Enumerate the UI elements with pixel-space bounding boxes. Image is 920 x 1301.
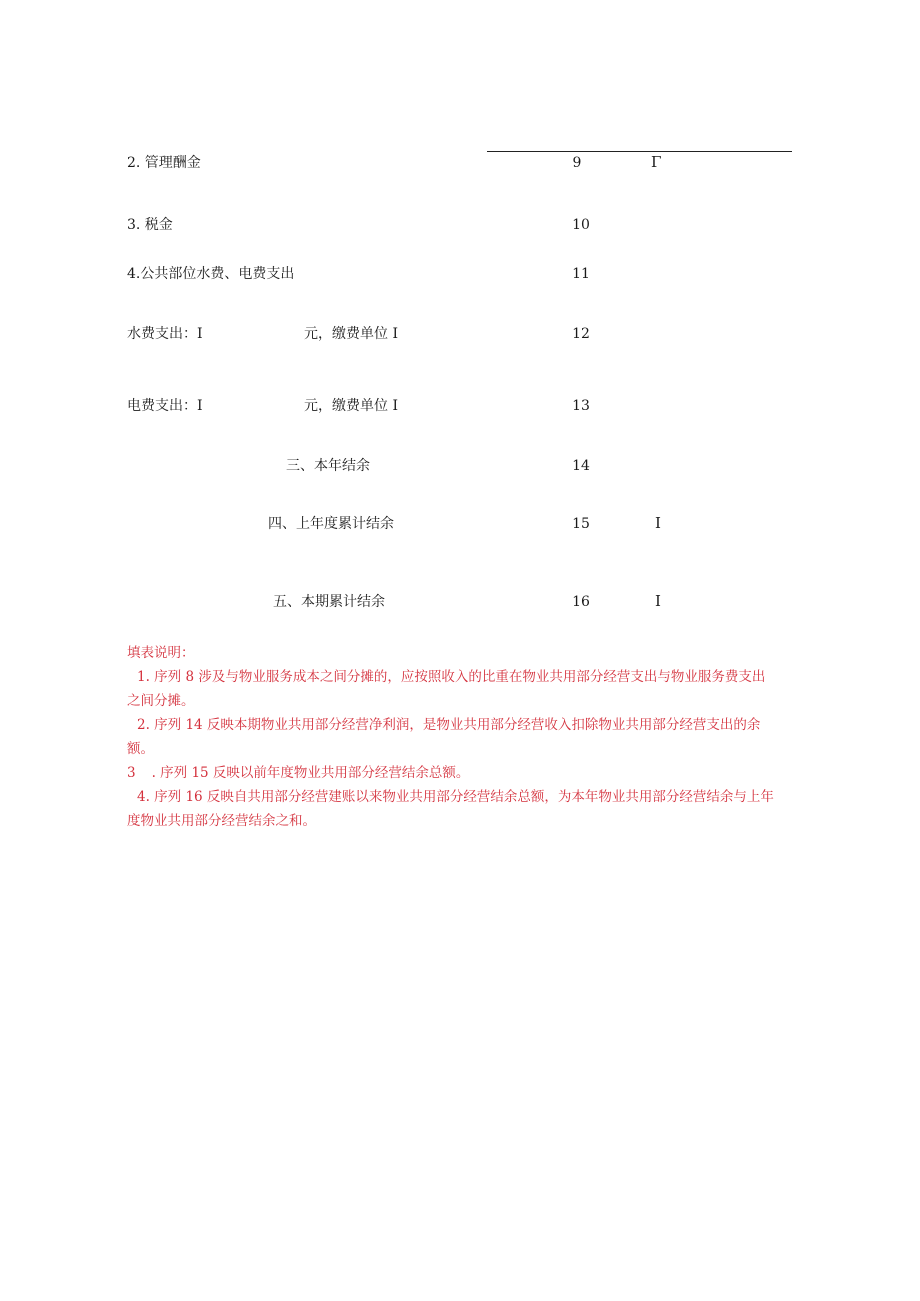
notes-title: 填表说明：	[127, 645, 195, 661]
note-text: . 序列 16 反映自共用部分经营建账以来物业共用部分经营结余总额，为本年物业共用部分经营结余与上年	[145, 789, 774, 805]
note-index: 2	[137, 717, 146, 733]
row-label-water: 水费支出：I	[127, 326, 203, 342]
note-continuation: 度物业共用部分经营结余之和。	[127, 813, 316, 829]
row-number: 16	[572, 594, 590, 610]
row-mark: Γ	[651, 153, 662, 171]
row-label-water-unit: 元，缴费单位 I	[304, 326, 398, 342]
note-item	[127, 665, 797, 689]
row-label-electricity: 电费支出：I	[127, 398, 203, 414]
note-text: . 序列 15 反映以前年度物业共用部分经营结余总额。	[151, 765, 470, 781]
row-mark: I	[655, 514, 661, 532]
note-index: 1	[137, 669, 146, 685]
note-text: . 序列 8 涉及与物业服务成本之间分摊的，应按照收入的比重在物业共用部分经营支出与物业服务费支出	[145, 669, 766, 685]
row-number: 9	[572, 155, 582, 171]
note-item	[127, 713, 797, 737]
row-number: 13	[572, 398, 590, 414]
row-label-prior-balance: 四、上年度累计结余	[268, 516, 394, 532]
note-index: 4	[137, 789, 146, 805]
note-continuation: 之间分摊。	[127, 693, 195, 709]
note-text: . 序列 14 反映本期物业共用部分经营净利润，是物业共用部分经营收入扣除物业共用部分经营支出的余	[145, 717, 761, 733]
note-index: 3	[127, 765, 136, 781]
row-number: 11	[572, 266, 590, 282]
row-label-tax: 3. 税金	[127, 217, 173, 233]
row-number: 12	[572, 326, 590, 342]
note-item	[127, 761, 797, 785]
note-item	[127, 785, 797, 809]
table-top-rule	[487, 151, 792, 152]
row-number: 14	[572, 458, 590, 474]
row-label-annual-balance: 三、本年结余	[286, 458, 370, 474]
row-number: 15	[572, 516, 590, 532]
instructions-notes	[127, 641, 797, 833]
row-label-electricity-unit: 元，缴费单位 I	[304, 398, 398, 414]
row-number: 10	[572, 217, 590, 233]
row-mark: I	[655, 592, 661, 610]
row-label-management-fee: 2. 管理酬金	[127, 155, 201, 171]
row-label-utilities: 4.公共部位水费、电费支出	[127, 266, 295, 282]
row-label-cumulative-balance: 五、本期累计结余	[273, 594, 385, 610]
note-continuation: 额。	[127, 741, 154, 757]
